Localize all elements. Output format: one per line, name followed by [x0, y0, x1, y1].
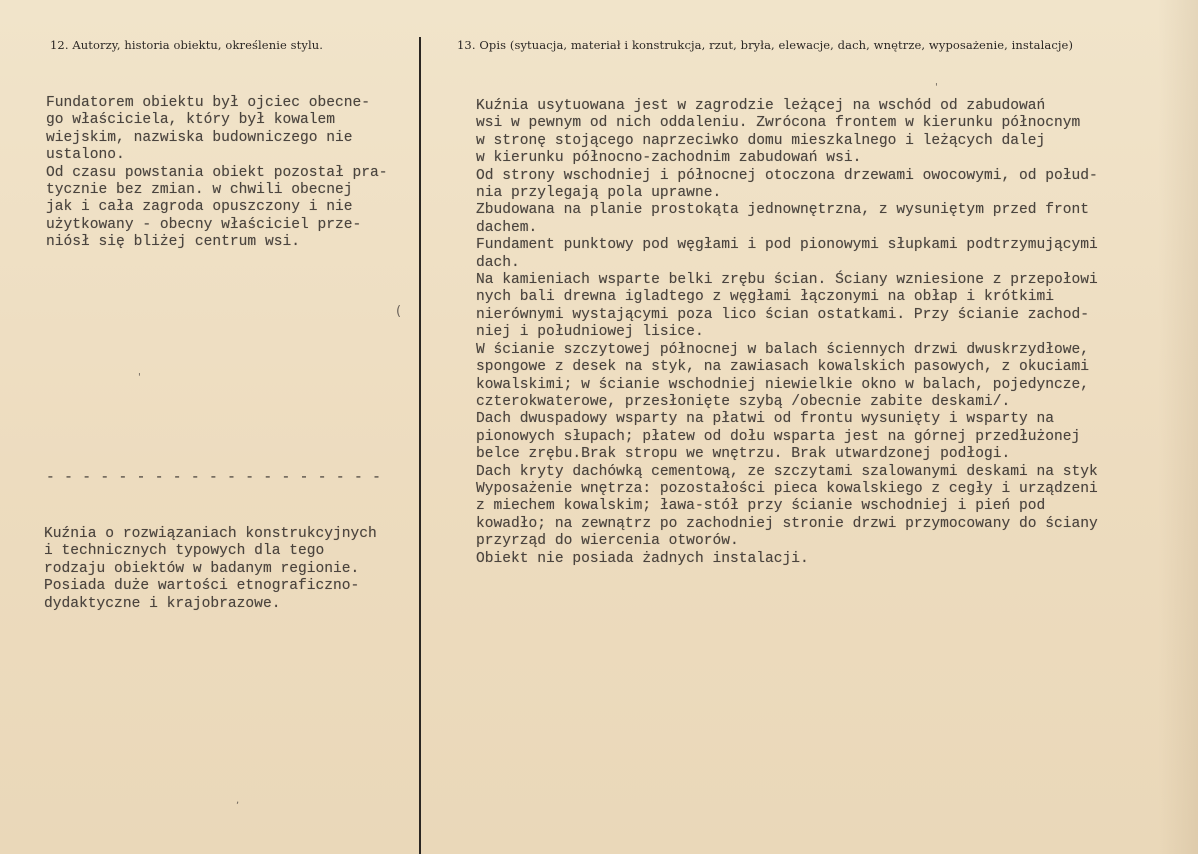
description-line: pionowych słupach; płatew od dołu wsparta jest na górnej przedłużonej: [476, 428, 1081, 445]
paper-mark: ': [935, 82, 938, 93]
description-line: Fundament punktowy pod węgłami i pod pionowymi słupkami podtrzymującymi: [476, 237, 1098, 254]
description-line: kowadło; na zewnątrz po zachodniej stronie drzwi przymocowany do ściany: [476, 515, 1098, 532]
description-line: belce zrębu.Brak stropu we wnętrzu. Brak utwardzonej podłogi.: [476, 446, 1011, 463]
description-line: w stronę stojącego naprzeciwko domu mieszkalnego i leżących dalej: [476, 132, 1046, 149]
history-text: [46, 95, 388, 252]
section-13-heading: 13. Opis (sytuacja, materiał i konstrukcja, rzut, bryła, elewacje, dach, wnętrze, wyposażenie, instalacje): [457, 38, 1074, 52]
history-line: tycznie bez zmian. w chwili obecnej: [46, 182, 353, 199]
description-line: nia przylegają pola uprawne.: [476, 185, 722, 202]
paper-mark: ': [138, 372, 141, 383]
paper-mark: ,: [236, 795, 240, 806]
description-line: Obiekt nie posiada żadnych instalacji.: [476, 550, 809, 567]
description-line: dach.: [476, 254, 520, 271]
style-line: Posiada duże wartości etnograficzno-: [44, 578, 360, 595]
description-line: Kuźnia usytuowana jest w zagrodzie leżącej na wschód od zabudowań: [476, 98, 1046, 114]
history-line: jak i cała zagroda opuszczony i nie: [46, 199, 353, 216]
style-line: dydaktyczne i krajobrazowe.: [44, 595, 281, 612]
description-line: Na kamieniach wsparte belki zrębu ścian. Ściany wzniesione z przepołowi: [476, 272, 1098, 289]
description-line: wsi w pewnym od nich oddaleniu. Zwrócona frontem w kierunku północnym: [476, 115, 1081, 132]
history-line: użytkowany - obecny właściciel prze-: [46, 216, 362, 233]
history-line: niósł się bliżej centrum wsi.: [46, 234, 300, 251]
style-line: rodzaju obiektów w badanym regionie.: [44, 560, 360, 577]
description-line: nierównymi wystającymi poza lico ścian ostatkami. Przy ścianie zachod-: [476, 306, 1090, 323]
description-line: w kierunku północno-zachodnim zabudowań wsi.: [476, 150, 862, 167]
history-line: wiejskim, nazwiska budowniczego nie: [46, 129, 353, 146]
history-line: Od czasu powstania obiekt pozostał pra-: [46, 164, 388, 181]
description-line: W ścianie szczytowej północnej w balach ściennych drzwi dwuskrzydłowe,: [476, 341, 1090, 358]
description-line: Od strony wschodniej i północnej otoczona drzewami owocowymi, od połud-: [476, 167, 1098, 184]
section-12-heading: 12. Autorzy, historia obiektu, określenie stylu.: [50, 38, 324, 52]
description-line: dachem.: [476, 219, 538, 236]
description-line: Wyposażenie wnętrza: pozostałości pieca kowalskiego z cegły i urządzeni: [476, 480, 1098, 497]
history-line: ustalono.: [46, 147, 125, 164]
dashed-separator: - - - - - - - - - - - - - - - - - - -: [46, 470, 382, 486]
style-line: i technicznych typowych dla tego: [44, 543, 325, 560]
paper-mark: (: [396, 304, 402, 319]
description-line: niej i południowej lisice.: [476, 324, 704, 341]
description-line: przyrząd do wiercenia otworów.: [476, 533, 739, 550]
column-divider: [419, 37, 421, 854]
description-line: spongowe z desek na styk, na zawiasach kowalskich pasowych, z okuciami: [476, 359, 1090, 376]
description-line: Dach dwuspadowy wsparty na płatwi od frontu wysunięty i wsparty na: [476, 411, 1055, 428]
paper-edge-shadow: [1158, 0, 1198, 854]
description-line: kowalskimi; w ścianie wschodniej niewielkie okno w balach, pojedyncze,: [476, 376, 1090, 393]
history-line: Fundatorem obiektu był ojciec obecne-: [46, 95, 371, 111]
history-line: go właściciela, który był kowalem: [46, 112, 336, 129]
description-line: z miechem kowalskim; ława-stół przy ścianie wschodniej i pień pod: [476, 498, 1046, 515]
description-text: [476, 98, 1098, 568]
description-line: Dach kryty dachówką cementową, ze szczytami szalowanymi deskami na styk: [476, 463, 1098, 480]
description-line: czterokwaterowe, przesłonięte szybą /obecnie zabite deskami/.: [476, 393, 1011, 410]
description-line: nych bali drewna igladtego z węgłami łączonymi na obłap i krótkimi: [476, 289, 1055, 306]
style-line: Kuźnia o rozwiązaniach konstrukcyjnych: [44, 526, 377, 542]
style-assessment-text: [44, 526, 377, 613]
description-line: Zbudowana na planie prostokąta jednownętrzna, z wysuniętym przed front: [476, 202, 1090, 219]
